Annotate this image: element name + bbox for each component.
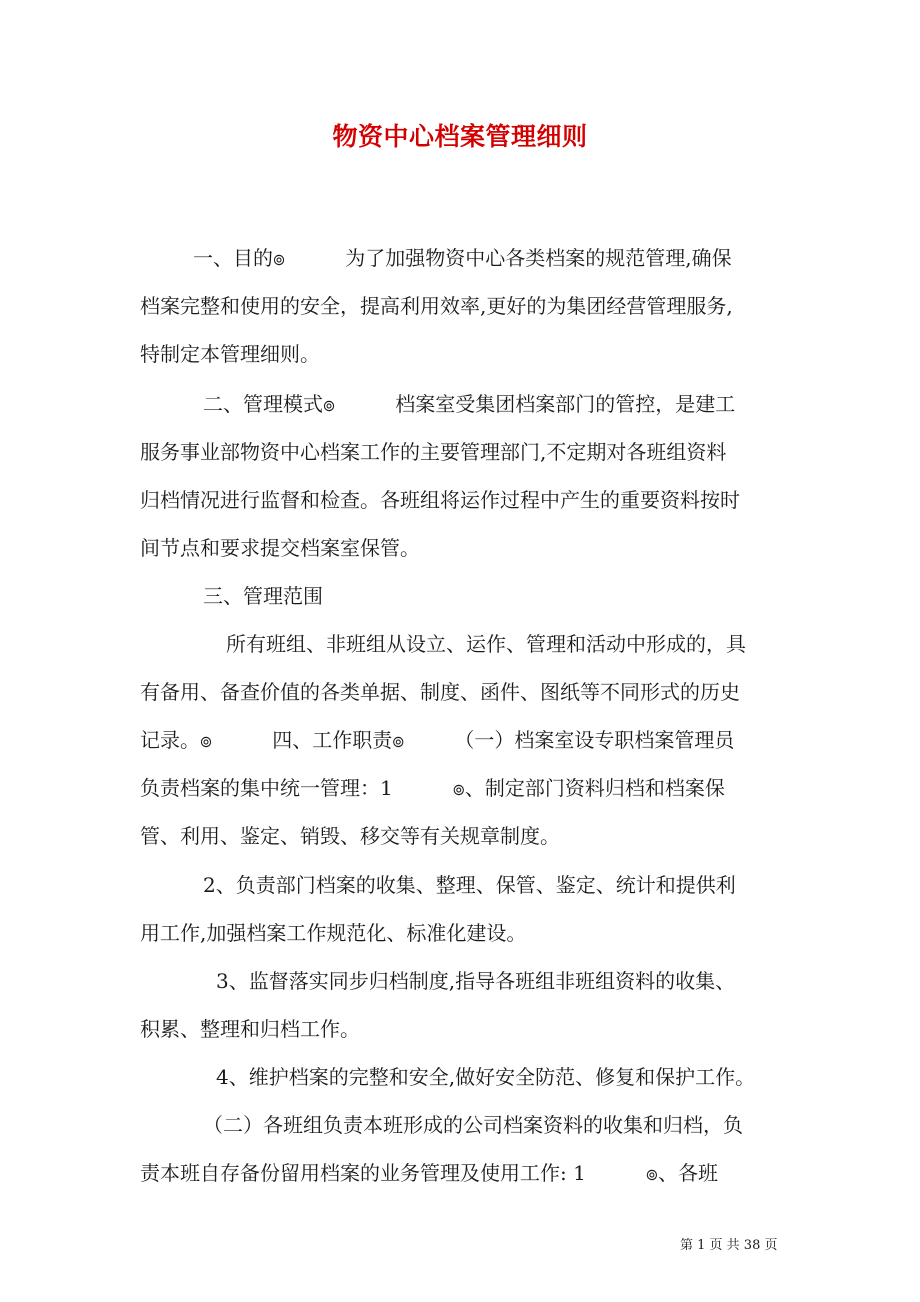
- paragraph-line: 责本班自存备份留用档案的业务管理及使用工作: 1 ๏、各班: [140, 1161, 719, 1185]
- paragraph-line: 所有班组、非班组从设立、运作、管理和活动中形成的，具: [226, 632, 746, 656]
- paragraph-line: 有备用、备查价值的各类单据、制度、函件、图纸等不同形式的历史: [140, 680, 740, 704]
- paragraph-line: 服务事业部物资中心档案工作的主要管理部门,不定期对各班组资料: [140, 440, 727, 464]
- paragraph-line: 归档情况进行监督和检查。各班组将运作过程中产生的重要资料按时: [140, 488, 740, 512]
- paragraph-line: 二、管理模式๏ 档案室受集团档案部门的管控，是建工: [203, 392, 736, 416]
- paragraph-line: 2、负责部门档案的收集、整理、保管、鉴定、统计和提供利: [203, 873, 736, 897]
- paragraph-line: 3、监督落实同步归档制度,指导各班组非班组资料的收集、: [216, 969, 736, 993]
- paragraph-line: 记录。๏ 四、工作职责๏ （一）档案室设专职档案管理员: [140, 728, 735, 752]
- paragraph-line: 特制定本管理细则。: [140, 342, 320, 366]
- section-heading: 三、管理范围: [203, 584, 323, 608]
- paragraph-line: （二）各班组负责本班形成的公司档案资料的收集和归档，负: [203, 1113, 743, 1137]
- paragraph-line: 4、维护档案的完整和安全,做好安全防范、修复和保护工作。: [216, 1065, 756, 1089]
- paragraph-line: 间节点和要求提交档案室保管。: [140, 536, 420, 560]
- paragraph-line: 积累、整理和归档工作。: [140, 1017, 360, 1041]
- paragraph-line: 管、利用、鉴定、销毁、移交等有关规章制度。: [140, 824, 560, 848]
- paragraph-line: 用工作,加强档案工作规范化、标准化建设。: [140, 921, 527, 945]
- paragraph-line: 档案完整和使用的安全，提高利用效率,更好的为集团经营管理服务,: [140, 294, 733, 318]
- page-indicator: 第 1 页 共 38 页: [680, 1238, 778, 1253]
- document-title: 物资中心档案管理细则: [332, 122, 588, 151]
- paragraph-line: 一、目的๏ 为了加强物资中心各类档案的规范管理,确保: [193, 246, 732, 270]
- paragraph-line: 负责档案的集中统一管理：1 ๏、制定部门资料归档和档案保: [140, 776, 725, 800]
